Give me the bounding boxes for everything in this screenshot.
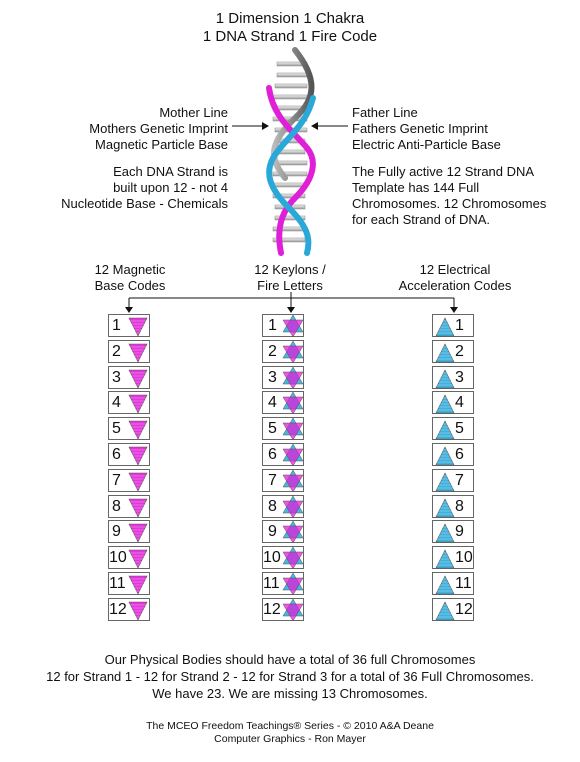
hexagram-star-icon — [282, 341, 302, 361]
father-arrow-icon — [310, 120, 350, 132]
title-line-2: 1 DNA Strand 1 Fire Code — [202, 28, 378, 45]
keylon-cell — [262, 443, 304, 466]
up-triangle-icon — [435, 575, 455, 595]
code-number: 4 — [455, 394, 464, 412]
electrical-code-cell — [432, 391, 474, 414]
keylon-cell — [262, 546, 304, 569]
code-number: 9 — [455, 523, 464, 541]
father-particle-label: Electric Anti-Particle Base — [352, 137, 501, 152]
code-number: 4 — [112, 394, 121, 412]
electrical-header-line-1: 12 Electrical — [419, 262, 491, 277]
code-number: 11 — [263, 575, 280, 592]
code-number: 10 — [455, 549, 473, 567]
code-number: 2 — [455, 342, 464, 360]
code-number: 1 — [455, 317, 464, 334]
code-number: 1 — [112, 317, 121, 334]
keylons-header-line-2: Fire Letters — [257, 278, 323, 293]
dna-helix-graphic — [255, 48, 325, 258]
magnetic-code-cell — [108, 520, 150, 543]
code-number: 6 — [455, 446, 464, 463]
code-number: 3 — [112, 368, 121, 386]
keylon-cell — [262, 495, 304, 518]
up-triangle-icon — [435, 446, 455, 466]
up-triangle-icon — [435, 343, 455, 363]
electrical-code-cell — [432, 572, 474, 595]
code-number: 9 — [268, 523, 277, 541]
down-triangle-icon — [128, 317, 148, 337]
keylon-cell — [262, 366, 304, 389]
keylon-cell — [262, 340, 304, 363]
magnetic-header-line-2: Base Codes — [94, 278, 166, 293]
up-triangle-icon — [435, 317, 455, 337]
right-note-line-3: Chromosomes. 12 Chromosomes — [352, 196, 547, 211]
hexagram-star-icon — [282, 367, 302, 387]
keylons-header-line-1: 12 Keylons / — [254, 262, 326, 277]
up-triangle-icon — [435, 472, 455, 492]
code-number: 5 — [112, 420, 121, 438]
magnetic-code-cell — [108, 391, 150, 414]
keylon-cell — [262, 391, 304, 414]
code-number: 6 — [112, 446, 121, 463]
magnetic-code-cell — [108, 495, 150, 518]
code-number: 2 — [112, 342, 121, 360]
keylon-cell — [262, 572, 304, 595]
code-number: 8 — [455, 497, 464, 515]
electrical-code-cell — [432, 546, 474, 569]
electrical-code-cell — [432, 366, 474, 389]
code-number: 4 — [268, 394, 277, 412]
connector-bracket — [0, 290, 580, 314]
magnetic-code-cell — [108, 598, 150, 621]
code-number: 12 — [455, 600, 473, 618]
code-number: 2 — [268, 342, 277, 360]
electrical-code-cell — [432, 495, 474, 518]
magnetic-code-cell — [108, 417, 150, 440]
up-triangle-icon — [435, 549, 455, 569]
hexagram-star-icon — [282, 599, 302, 619]
mother-line-label: Mother Line — [159, 105, 228, 120]
hexagram-star-icon — [282, 444, 302, 464]
up-triangle-icon — [435, 523, 455, 543]
code-number: 5 — [455, 420, 464, 438]
down-triangle-icon — [128, 601, 148, 621]
summary-line-2: 12 for Strand 1 - 12 for Strand 2 - 12 for Strand 3 for a total of 36 Full Chromosomes. — [46, 669, 534, 684]
code-number: 12 — [263, 600, 281, 618]
code-number: 5 — [268, 420, 277, 438]
summary-line-1: Our Physical Bodies should have a total of 36 full Chromosomes — [104, 652, 476, 667]
code-number: 12 — [109, 600, 127, 618]
left-note-line-1: Each DNA Strand is — [113, 164, 228, 179]
code-number: 11 — [109, 575, 126, 592]
down-triangle-icon — [128, 369, 148, 389]
down-triangle-icon — [128, 523, 148, 543]
magnetic-code-cell — [108, 340, 150, 363]
electrical-code-cell — [432, 520, 474, 543]
mother-particle-label: Magnetic Particle Base — [95, 137, 228, 152]
code-number: 7 — [455, 471, 464, 489]
summary-line-3: We have 23. We are missing 13 Chromosomes. — [152, 686, 428, 701]
right-note-line-2: Template has 144 Full — [352, 180, 480, 195]
code-number: 10 — [263, 549, 281, 567]
magnetic-code-cell — [108, 546, 150, 569]
code-number: 7 — [268, 471, 277, 489]
up-triangle-icon — [435, 498, 455, 518]
hexagram-star-icon — [282, 315, 302, 335]
hexagram-star-icon — [282, 521, 302, 541]
left-note-line-2: built upon 12 - not 4 — [113, 180, 228, 195]
mother-imprint-label: Mothers Genetic Imprint — [89, 121, 228, 136]
credits-line-2: Computer Graphics - Ron Mayer — [214, 733, 366, 745]
father-line-label: Father Line — [352, 105, 418, 120]
code-number: 7 — [112, 471, 121, 489]
down-triangle-icon — [128, 575, 148, 595]
electrical-code-cell — [432, 417, 474, 440]
code-number: 3 — [455, 368, 464, 386]
code-number: 6 — [268, 446, 277, 463]
electrical-code-cell — [432, 314, 474, 337]
up-triangle-icon — [435, 369, 455, 389]
magnetic-code-cell — [108, 469, 150, 492]
up-triangle-icon — [435, 601, 455, 621]
mother-arrow-icon — [230, 120, 270, 132]
magnetic-code-cell — [108, 443, 150, 466]
down-triangle-icon — [128, 343, 148, 363]
code-number: 8 — [268, 497, 277, 515]
hexagram-star-icon — [282, 573, 302, 593]
hexagram-star-icon — [282, 547, 302, 567]
electrical-code-cell — [432, 469, 474, 492]
code-number: 11 — [455, 575, 472, 592]
electrical-header-line-2: Acceleration Codes — [398, 278, 512, 293]
title-line-1: 1 Dimension 1 Chakra — [215, 10, 365, 27]
code-number: 9 — [112, 523, 121, 541]
keylon-cell — [262, 598, 304, 621]
keylon-cell — [262, 469, 304, 492]
up-triangle-icon — [435, 420, 455, 440]
magnetic-code-cell — [108, 366, 150, 389]
up-triangle-icon — [435, 394, 455, 414]
hexagram-star-icon — [282, 418, 302, 438]
right-note-line-4: for each Strand of DNA. — [352, 212, 491, 227]
keylon-cell — [262, 314, 304, 337]
magnetic-code-cell — [108, 314, 150, 337]
code-number: 1 — [268, 317, 277, 334]
left-note-line-3: Nucleotide Base - Chemicals — [61, 196, 228, 211]
code-number: 10 — [109, 549, 127, 567]
credits-line-1: The MCEO Freedom Teachings® Series - © 2010 A&A Deane — [146, 720, 434, 732]
down-triangle-icon — [128, 472, 148, 492]
right-note-line-1: The Fully active 12 Strand DNA — [352, 164, 535, 179]
father-imprint-label: Fathers Genetic Imprint — [352, 121, 488, 136]
code-number: 8 — [112, 497, 121, 515]
down-triangle-icon — [128, 498, 148, 518]
magnetic-header-line-1: 12 Magnetic — [94, 262, 166, 277]
down-triangle-icon — [128, 446, 148, 466]
code-number: 3 — [268, 368, 277, 386]
down-triangle-icon — [128, 549, 148, 569]
down-triangle-icon — [128, 394, 148, 414]
hexagram-star-icon — [282, 496, 302, 516]
hexagram-star-icon — [282, 392, 302, 412]
keylon-cell — [262, 520, 304, 543]
keylon-cell — [262, 417, 304, 440]
electrical-code-cell — [432, 340, 474, 363]
magnetic-code-cell — [108, 572, 150, 595]
down-triangle-icon — [128, 420, 148, 440]
electrical-code-cell — [432, 443, 474, 466]
electrical-code-cell — [432, 598, 474, 621]
hexagram-star-icon — [282, 470, 302, 490]
